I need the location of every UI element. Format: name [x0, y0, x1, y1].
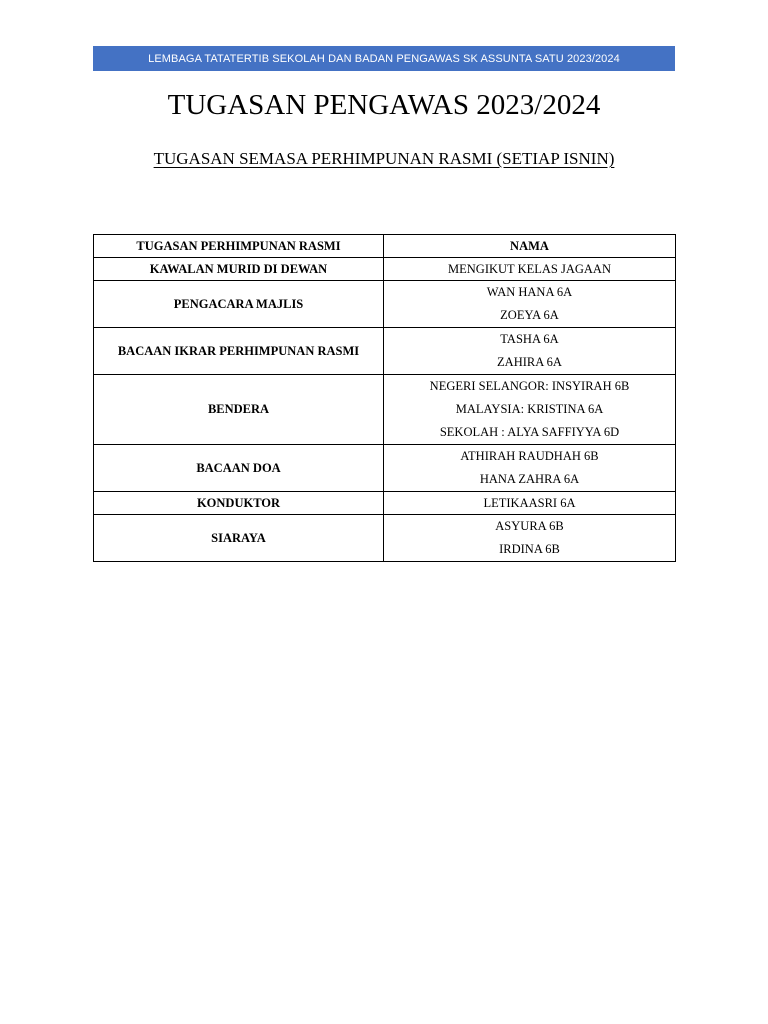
- name-cell: [384, 375, 676, 445]
- student-name: MENGIKUT KELAS JAGAAN: [448, 262, 611, 276]
- task-cell: SIARAYA: [94, 515, 384, 562]
- name-cell: [384, 492, 676, 515]
- column-header-name: NAMA: [384, 235, 676, 258]
- student-name: ZAHIRA 6A: [497, 355, 562, 369]
- table-row: [94, 281, 676, 328]
- name-cell: [384, 445, 676, 492]
- task-cell: BACAAN IKRAR PERHIMPUNAN RASMI: [94, 328, 384, 375]
- table-row: [94, 445, 676, 492]
- student-name: ZOEYA 6A: [500, 308, 559, 322]
- student-name: TASHA 6A: [500, 332, 559, 346]
- student-name: LETIKAASRI 6A: [483, 496, 576, 510]
- student-name: ASYURA 6B: [495, 519, 564, 533]
- page-title: TUGASAN PENGAWAS 2023/2024: [167, 89, 601, 121]
- table-row: [94, 328, 676, 375]
- student-name: NEGERI SELANGOR: INSYIRAH 6B: [429, 379, 630, 393]
- table-row: [94, 492, 676, 515]
- task-cell: BENDERA: [94, 375, 384, 445]
- student-name: ATHIRAH RAUDHAH 6B: [460, 449, 599, 463]
- name-cell: [384, 328, 676, 375]
- student-name: IRDINA 6B: [499, 542, 560, 556]
- table-header-row: [94, 235, 676, 258]
- table-row: [94, 258, 676, 281]
- student-name: SEKOLAH : ALYA SAFFIYYA 6D: [439, 425, 620, 439]
- task-cell: PENGACARA MAJLIS: [94, 281, 384, 328]
- task-cell: KAWALAN MURID DI DEWAN: [94, 258, 384, 281]
- name-cell: [384, 258, 676, 281]
- student-name: HANA ZAHRA 6A: [479, 472, 580, 486]
- name-cell: [384, 515, 676, 562]
- task-cell: BACAAN DOA: [94, 445, 384, 492]
- student-name: WAN HANA 6A: [486, 285, 573, 299]
- column-header-task: TUGASAN PERHIMPUNAN RASMI: [94, 235, 384, 258]
- page-subtitle: TUGASAN SEMASA PERHIMPUNAN RASMI (SETIAP ISNIN): [153, 149, 615, 168]
- name-cell: [384, 281, 676, 328]
- header-banner: LEMBAGA TATATERTIB SEKOLAH DAN BADAN PENGAWAS SK ASSUNTA SATU 2023/2024: [93, 46, 675, 71]
- task-cell: KONDUKTOR: [94, 492, 384, 515]
- student-name: MALAYSIA: KRISTINA 6A: [455, 402, 604, 416]
- table-row: [94, 375, 676, 445]
- table-row: [94, 515, 676, 562]
- duty-table: [93, 234, 676, 562]
